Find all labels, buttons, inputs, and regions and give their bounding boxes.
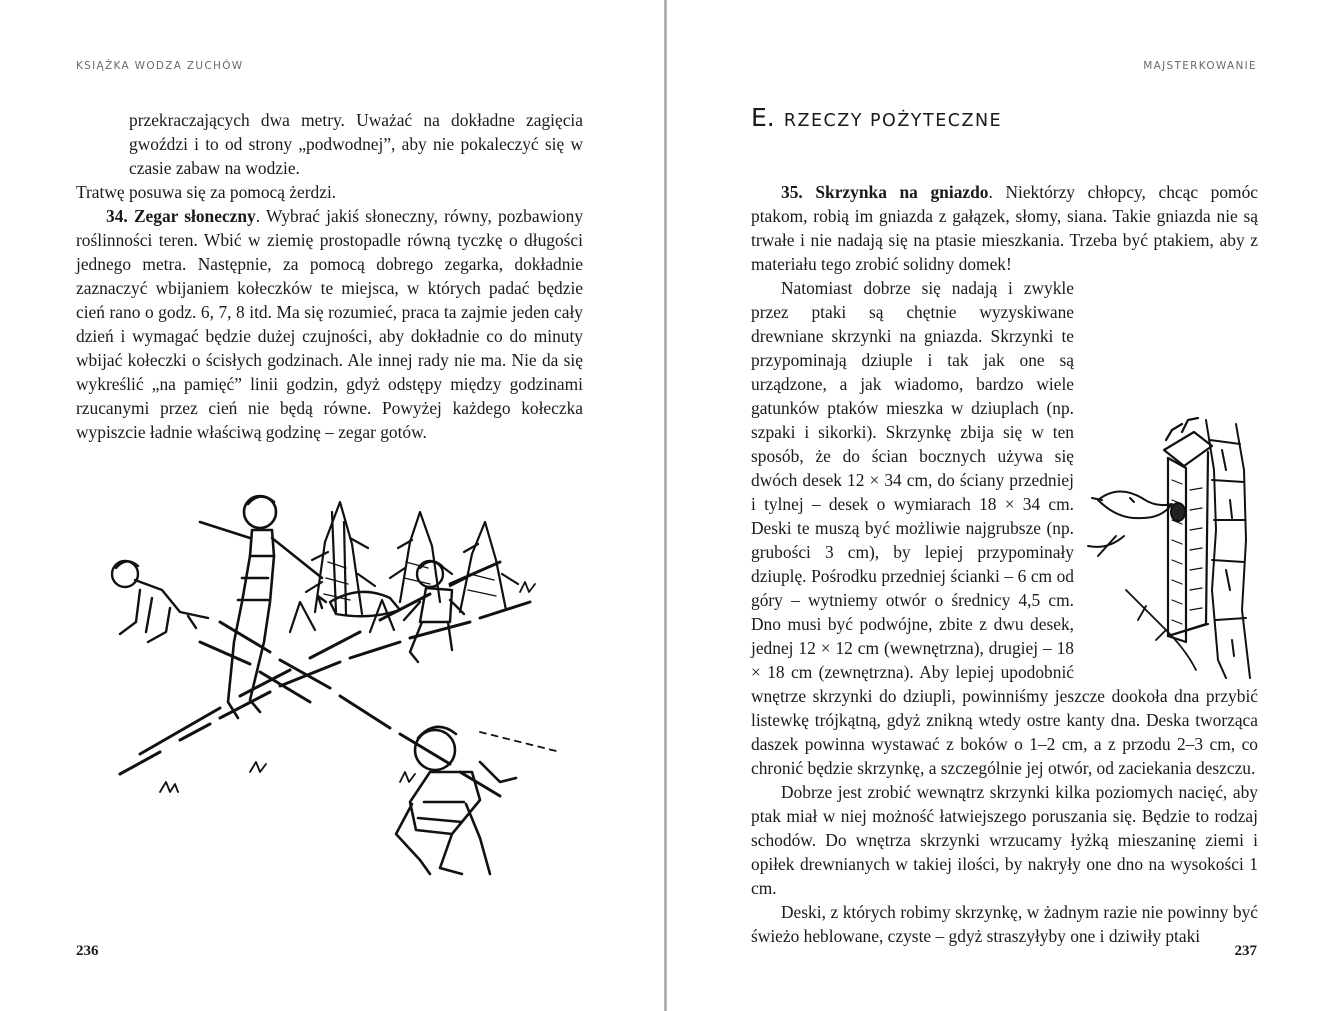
- left-page-text: [76, 108, 583, 444]
- item-34-body: . Wybrać jakiś słoneczny, równy, pozbawiony roślinności teren. Wbić w ziemię prostopadle równą tyczkę o długości jednego metra. Następnie, za pomocą dobrego zegarka, dokładnie zaznaczyć wbijaniem kołeczków te miejsca, w których padać będzie cień rano o godz. 6, 7, 8 itd. Ma się rozumieć, praca ta zajmie jeden cały dzień i wymagać będzie dużej czujności, aby dokładnie co do minuty wbijać kołeczki o ścisłych godzinach. Ale innej rady nie ma. Nie da się wykreślić „na pamięć” linii godzin, gdyż odstępy między godzinami rzucanymi przez cień nie będą równe. Powyżej każdego kołeczka wypiszcie ładnie właściwą godzinę – zegar gotów.: [76, 206, 584, 442]
- paragraph-3: Dobrze jest zrobić wewnątrz skrzynki kilka poziomych nacięć, aby ptak miał w niej możność łatwiejszego poruszania się. Będzie to rodzaj schodów. Do wnętrza skrzynki wrzucamy łyżką mieszaninę ziemi i opiłek drewnianych w takiej ilości, by nakryły one dno na wysokości 1 cm.: [751, 782, 1258, 898]
- item-34-title: Zegar słoneczny: [133, 206, 256, 226]
- item-35-body: . Niektórzy chłopcy, chcąc pomóc ptakom, robią im gniazda z gałązek, słomy, siana. Takie gniazda nie są trwałe i nie nadają się na ptasie mieszkania. Trzeba być ptakiem, aby z materiału tego zrobić solidny domek!: [751, 182, 1259, 274]
- section-title: RZECZY POŻYTECZNE: [783, 111, 1003, 131]
- item-34-number: 34.: [106, 206, 128, 226]
- running-head-right: MAJSTERKOWANIE: [1143, 60, 1257, 72]
- section-letter: E.: [751, 103, 775, 132]
- running-head-left: KSIĄŻKA WODZA ZUCHÓW: [76, 60, 244, 72]
- sundial-illustration: [100, 482, 580, 890]
- right-page-text: [751, 180, 1258, 948]
- paragraph-2: Natomiast dobrze się nadają i zwykle przez ptaki są chętnie wyzyskiwane drewniane skrzynki na gniazda. Skrzynki te przypominają dziuple i tak jak one są urządzone, a jak wiadomo, bardzo wiele gatunków ptaków mieszka w dziuplach (np. szpaki i sikorki). Skrzynkę zbija się w ten sposób, że do ścian bocznych używa się dwóch desek 12 × 34 cm, do ściany przedniej i tylnej – desek o wymiarach 18 × 34 cm. Deski te muszą być możliwie najgrubsze (np. grubości 3 cm), by lepiej przypominały dziuplę. Pośrodku przedniej ścianki – 6 cm od góry – wytniemy otwór o średnicy 4,5 cm. Dno musi być podwójne, zbite z dwu desek, jednej 12 × 12 cm (wewnętrzna), drugiej – 18 × 18 cm (zewnętrzna). Aby lepiej upodobnić wnętrze skrzynki do dziupli, powinniśmy jeszcze dookoła dna przybić listewkę trójkątną, gdyż znikną wtedy ostre kanty dna. Deska tworząca daszek powinna wystawać z boków o 1–2 cm, a z przodu 2–3 cm, co chronić będzie skrzynkę, a szczególnie jej otwór, od zaciekania deszczu.: [751, 278, 1258, 778]
- continued-paragraph: przekraczających dwa metry. Uważać na dokładne zagięcia gwoździ i to od strony „podwodnej”, aby nie pokaleczyć się w czasie zabaw na wodzie.: [129, 110, 583, 178]
- item-35-number: 35.: [781, 182, 803, 202]
- paragraph-4: Deski, z których robimy skrzynkę, w żadnym razie nie powinny być świeżo heblowane, czyste – gdyż straszyłyby one i dziwiły ptaki: [751, 902, 1258, 946]
- left-page: [0, 0, 664, 1011]
- birdhouse-illustration: [1086, 410, 1258, 682]
- item-34-paragraph: [76, 204, 583, 444]
- item-35-title: Skrzynka na gniazdo: [815, 182, 989, 202]
- raft-line: Tratwę posuwa się za pomocą żerdzi.: [76, 182, 337, 202]
- section-heading: [751, 103, 1002, 132]
- page-number-right: 237: [1234, 943, 1257, 959]
- page-number-left: 236: [76, 943, 99, 959]
- item-35-paragraph: [751, 180, 1258, 276]
